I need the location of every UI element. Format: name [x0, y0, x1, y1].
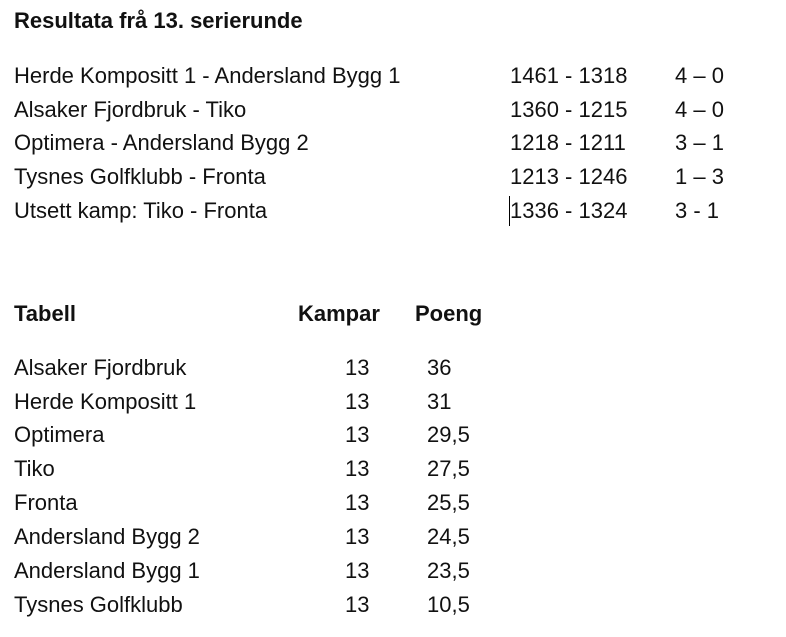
table-points: 27,5: [427, 456, 470, 481]
table-points: 36: [427, 355, 452, 380]
result-score: 1218 - 1211: [510, 130, 626, 155]
table-points: 31: [427, 389, 452, 414]
table-team: Herde Kompositt 1: [14, 389, 197, 414]
result-points: 3 - 1: [675, 198, 720, 223]
table-team: Tiko: [14, 456, 55, 481]
table-row: [0, 386, 786, 418]
text-cursor: [509, 196, 510, 226]
table-played: 13: [345, 355, 370, 380]
table-header-points: Poeng: [415, 301, 483, 326]
table-row: [0, 555, 786, 587]
table-played: 13: [345, 490, 370, 515]
table-row: [0, 419, 786, 451]
result-score: 1360 - 1215: [510, 97, 628, 122]
table-team: Tysnes Golfklubb: [14, 592, 183, 617]
table-played: 13: [345, 524, 370, 549]
result-row: [0, 60, 786, 92]
page-title: Resultata frå 13. serierunde: [14, 8, 303, 33]
table-header: [0, 298, 786, 330]
result-score: 1461 - 1318: [510, 63, 628, 88]
result-points: 3 – 1: [675, 130, 724, 155]
result-match: Herde Kompositt 1 - Andersland Bygg 1: [14, 63, 401, 88]
table-row: [0, 589, 786, 621]
table-row: [0, 453, 786, 485]
table-played: 13: [345, 456, 370, 481]
table-header-played: Kampar: [298, 301, 380, 326]
result-match: Alsaker Fjordbruk - Tiko: [14, 97, 247, 122]
table-played: 13: [345, 592, 370, 617]
table-played: 13: [345, 422, 370, 447]
table-team: Optimera: [14, 422, 105, 447]
table-team: Andersland Bygg 2: [14, 524, 200, 549]
table-team: Fronta: [14, 490, 78, 515]
table-team: Alsaker Fjordbruk: [14, 355, 187, 380]
result-points: 4 – 0: [675, 97, 724, 122]
table-points: 29,5: [427, 422, 470, 447]
table-points: 25,5: [427, 490, 470, 515]
result-row: [0, 94, 786, 126]
result-row: [0, 161, 786, 193]
table-points: 10,5: [427, 592, 470, 617]
result-match: Tysnes Golfklubb - Fronta: [14, 164, 266, 189]
table-row: [0, 352, 786, 384]
result-row: [0, 127, 786, 159]
result-score: 1336 - 1324: [510, 198, 628, 223]
table-header-team: Tabell: [14, 301, 76, 326]
table-played: 13: [345, 558, 370, 583]
table-team: Andersland Bygg 1: [14, 558, 200, 583]
result-match: Optimera - Andersland Bygg 2: [14, 130, 309, 155]
result-score: 1213 - 1246: [510, 164, 628, 189]
result-points: 4 – 0: [675, 63, 724, 88]
table-row: [0, 487, 786, 519]
result-row: [0, 195, 786, 227]
table-points: 24,5: [427, 524, 470, 549]
table-points: 23,5: [427, 558, 470, 583]
table-row: [0, 521, 786, 553]
table-played: 13: [345, 389, 370, 414]
result-match: Utsett kamp: Tiko - Fronta: [14, 198, 268, 223]
result-points: 1 – 3: [675, 164, 724, 189]
